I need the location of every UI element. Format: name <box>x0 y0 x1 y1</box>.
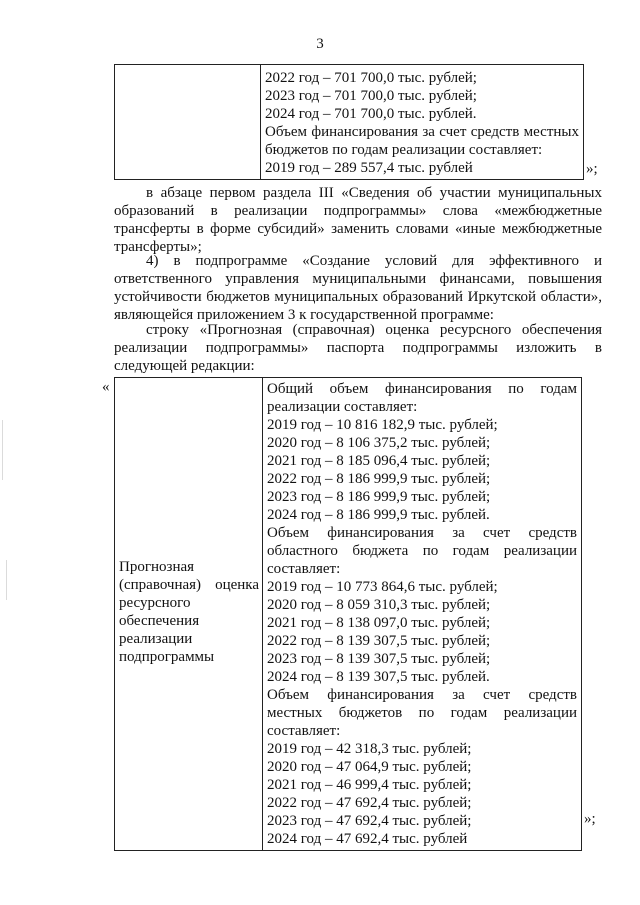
paragraph-subprogram-four: 4) в подпрограмме «Создание условий для эффективного и ответственного управления муниципальными финансами, повышения устойчивости бюджетов муниципальных образований Иркутской области», являющейся приложением 3 к государственной программе: <box>114 253 602 323</box>
table-fragment-top <box>114 64 584 180</box>
scan-artifact <box>2 420 3 480</box>
cell-line: Объем финансирования за счет средств местных бюджетов по годам реализации составляет: <box>265 124 579 158</box>
table-label-cell-empty <box>115 65 261 180</box>
scan-artifact <box>6 560 7 600</box>
cell-line: 2021 год – 8 185 096,4 тыс. рублей; <box>267 453 491 469</box>
cell-line: 2022 год – 701 700,0 тыс. рублей; <box>265 70 477 86</box>
closing-quote: »; <box>586 161 598 177</box>
cell-line: Объем финансирования за счет средств областного бюджета по годам реализации составляет: <box>267 525 577 577</box>
cell-line: 2023 год – 701 700,0 тыс. рублей; <box>265 88 477 104</box>
cell-line: 2019 год – 289 557,4 тыс. рублей <box>265 160 473 176</box>
cell-line: 2019 год – 10 773 864,6 тыс. рублей; <box>267 579 498 595</box>
cell-line: 2022 год – 8 139 307,5 тыс. рублей; <box>267 633 491 649</box>
cell-line: 2024 год – 47 692,4 тыс. рублей <box>267 831 468 847</box>
cell-line: 2024 год – 8 186 999,9 тыс. рублей. <box>267 507 490 523</box>
closing-quote: »; <box>584 811 596 827</box>
cell-line: 2023 год – 47 692,4 тыс. рублей; <box>267 813 472 829</box>
table-label-cell <box>115 378 263 851</box>
cell-line: 2020 год – 8 059 310,3 тыс. рублей; <box>267 597 491 613</box>
cell-line: 2021 год – 8 138 097,0 тыс. рублей; <box>267 615 491 631</box>
cell-line: 2019 год – 42 318,3 тыс. рублей; <box>267 741 472 757</box>
cell-line: 2023 год – 8 186 999,9 тыс. рублей; <box>267 489 491 505</box>
cell-line: 2020 год – 8 106 375,2 тыс. рублей; <box>267 435 491 451</box>
page-number: 3 <box>316 36 324 52</box>
opening-quote: « <box>102 379 110 395</box>
cell-line: 2024 год – 8 139 307,5 тыс. рублей. <box>267 669 490 685</box>
cell-line: 2020 год – 47 064,9 тыс. рублей; <box>267 759 472 775</box>
row-label: Прогнозная (справочная) оценка ресурсного обеспечения реализации подпрограммы <box>119 559 259 665</box>
paragraph-section-three: в абзаце первом раздела III «Сведения об участии муниципальных образований в реализации подпрограммы» слова «межбюджетные трансферты в форме субсидий» заменить словами «иные межбюджетные трансферты»; <box>114 185 602 255</box>
funding-table <box>114 377 582 851</box>
cell-line: Общий объем финансирования по годам реализации составляет: <box>267 381 577 415</box>
cell-line: 2023 год – 8 139 307,5 тыс. рублей; <box>267 651 491 667</box>
cell-line: 2022 год – 47 692,4 тыс. рублей; <box>267 795 472 811</box>
table-value-cell <box>261 65 584 180</box>
paragraph-row-replace: строку «Прогнозная (справочная) оценка ресурсного обеспечения реализации подпрограммы» паспорта подпрограммы изложить в следующей редакции: <box>114 322 602 374</box>
cell-line: 2019 год – 10 816 182,9 тыс. рублей; <box>267 417 498 433</box>
cell-line: 2021 год – 46 999,4 тыс. рублей; <box>267 777 472 793</box>
table-value-cell <box>263 378 582 851</box>
cell-line: 2022 год – 8 186 999,9 тыс. рублей; <box>267 471 491 487</box>
cell-line: Объем финансирования за счет средств местных бюджетов по годам реализации составляет: <box>267 687 577 739</box>
cell-line: 2024 год – 701 700,0 тыс. рублей. <box>265 106 477 122</box>
